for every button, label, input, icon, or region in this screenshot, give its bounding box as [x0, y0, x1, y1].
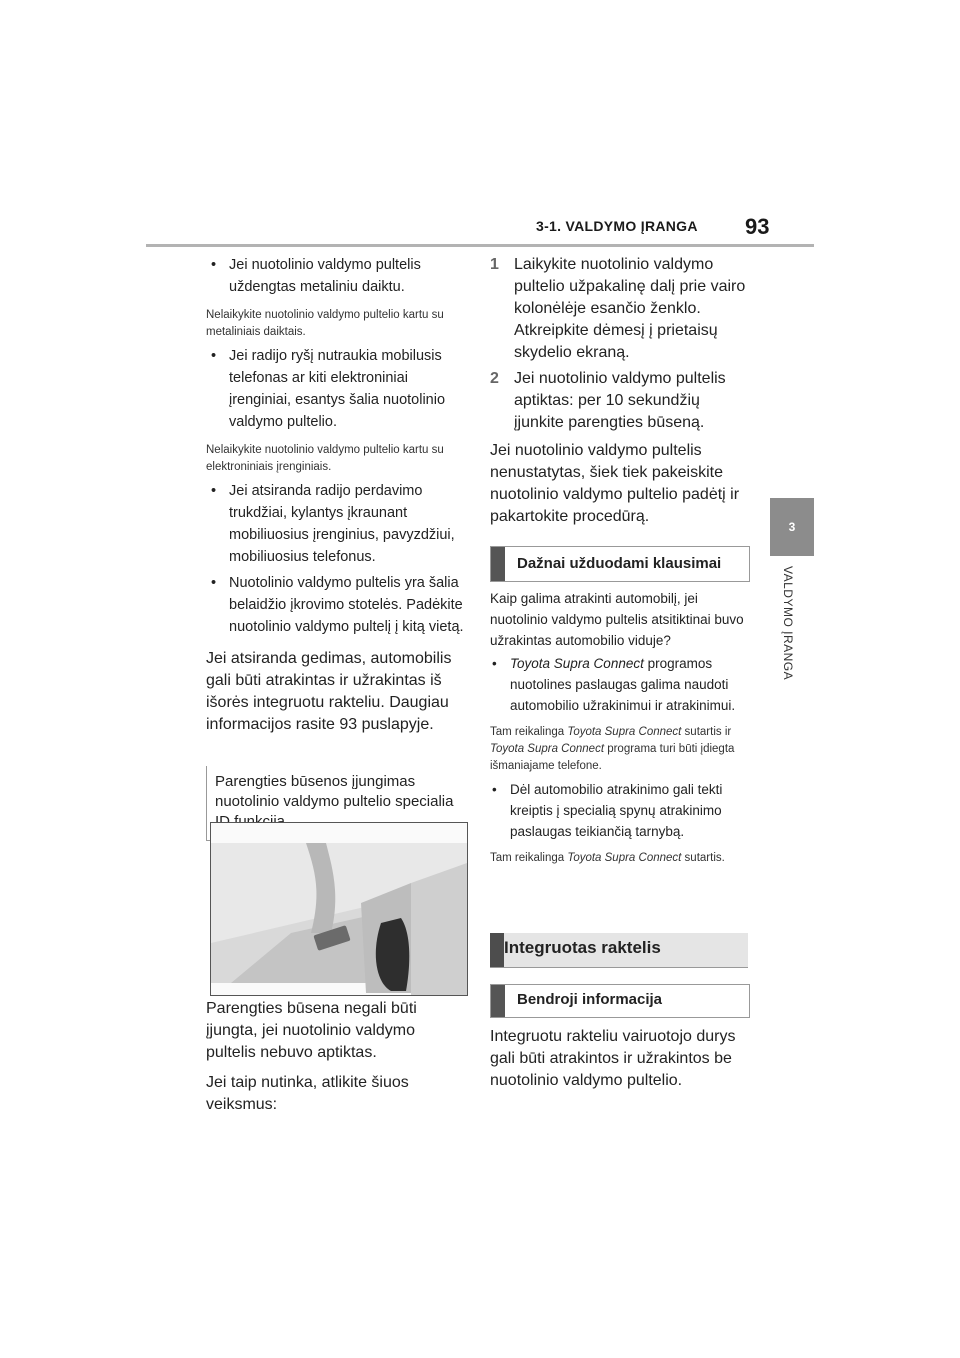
page-number: 93	[745, 214, 770, 239]
faq-heading: Dažnai užduodami klausimai	[517, 555, 722, 572]
running-header-section: 3-1. VALDYMO ĮRANGA	[536, 218, 698, 234]
chapter-tab-label: VALDYMO ĮRANGA	[781, 566, 795, 681]
subsection-heading: Bendroji informacija	[517, 991, 663, 1008]
door-panel	[411, 863, 467, 995]
bullet-item: • Toyota Supra Connect programos nuotolines paslaugas galima naudoti automobilio užrakinimui ir atrakinimui.	[492, 656, 736, 713]
step-item: 1 Laikykite nuotolinio valdymo pultelio užpakalinę dalį prie vairo kolonėlėje esančio ženklo. Atkreipkite dėmesį į prietaisų skydelio ekraną.	[490, 256, 746, 361]
bullet-item: • Jei atsiranda radijo perdavimo trukdžiai, kylantys įkraunant mobiliuosius įrenginius, pavyzdžiui, mobiliuosius telefonus.	[211, 483, 455, 565]
section-heading: Integruotas raktelis	[504, 938, 661, 957]
body-paragraph: Jei atsiranda gedimas, automobilis gali būti atrakintas ir užrakintas iš išorės integruotu rakteliu. Daugiau informacijos rasite 93 puslapyje.	[206, 650, 452, 733]
faq-marker	[491, 547, 505, 581]
note-text: Nelaikykite nuotolinio valdymo pultelio kartu su metaliniais daiktais.	[206, 309, 444, 338]
note-text: Tam reikalinga Toyota Supra Connect sutartis.	[490, 852, 725, 864]
section-marker	[490, 933, 504, 967]
bullet-item: • Jei radijo ryšį nutraukia mobilusis telefonas ar kiti elektroniniai įrenginiai, esantys šalia nuotolinio valdymo pultelio.	[211, 348, 446, 430]
note-text: Nelaikykite nuotolinio valdymo pultelio kartu su elektroniniais įrenginiais.	[206, 444, 444, 473]
right-column-middle	[490, 588, 752, 871]
section-heading-box	[490, 933, 748, 968]
faq-heading-box	[490, 546, 750, 582]
steering-column-figure	[210, 822, 468, 996]
body-paragraph: Integruotu rakteliu vairuotojo durys gali būti atrakintos ir užrakintos be nuotolinio valdymo pultelio.	[490, 1028, 736, 1089]
left-column-lower	[206, 998, 468, 1116]
procedure-heading: Parengties būsenos įjungimas nuotolinio valdymo pultelio specialia	[215, 773, 454, 810]
bullet-item: • Nuotolinio valdymo pultelis yra šalia belaidžio įkrovimo stotelės. Padėkite nuotolinio valdymo pultelį į kitą vietą.	[211, 575, 464, 635]
steering-column-illustration	[211, 823, 467, 995]
header-divider	[146, 244, 814, 247]
right-column-lower	[490, 1026, 752, 1092]
note-text: Tam reikalinga Toyota Supra Connect sutartis ir Toyota Supra Connect programa turi būti įdiegta išmaniajame telefone.	[490, 726, 735, 772]
right-column-upper	[490, 254, 752, 528]
bullet-item: • Dėl automobilio atrakinimo gali tekti kreiptis į specialią spynų atrakinimo paslaugas teikiančią tarnybą.	[492, 782, 723, 839]
bullet-item: • Jei nuotolinio valdymo pultelis uždengtas metaliniu daiktu.	[211, 257, 421, 295]
subsection-heading-box	[490, 984, 750, 1018]
body-paragraph: Jei nuotolinio valdymo pultelis nenustatytas, šiek tiek pakeiskite nuotolinio valdymo pultelio padėtį ir pakartokite procedūrą.	[490, 442, 740, 525]
body-paragraph: Jei taip nutinka, atlikite šiuos veiksmus:	[206, 1074, 409, 1113]
body-paragraph: Parengties būsena negali būti įjungta, jei nuotolinio valdymo pultelis nebuvo aptiktas.	[206, 1000, 417, 1061]
left-column	[206, 254, 468, 841]
chapter-tab: 3	[770, 498, 814, 556]
faq-question: Kaip galima atrakinti automobilį, jei nuotolinio valdymo pultelis atsitiktinai buvo užrakintas automobilio viduje?	[490, 591, 744, 648]
subsection-marker	[491, 985, 505, 1017]
step-item: 2 Jei nuotolinio valdymo pultelis aptiktas: per 10 sekundžių įjunkite parengties būseną.	[490, 370, 726, 431]
